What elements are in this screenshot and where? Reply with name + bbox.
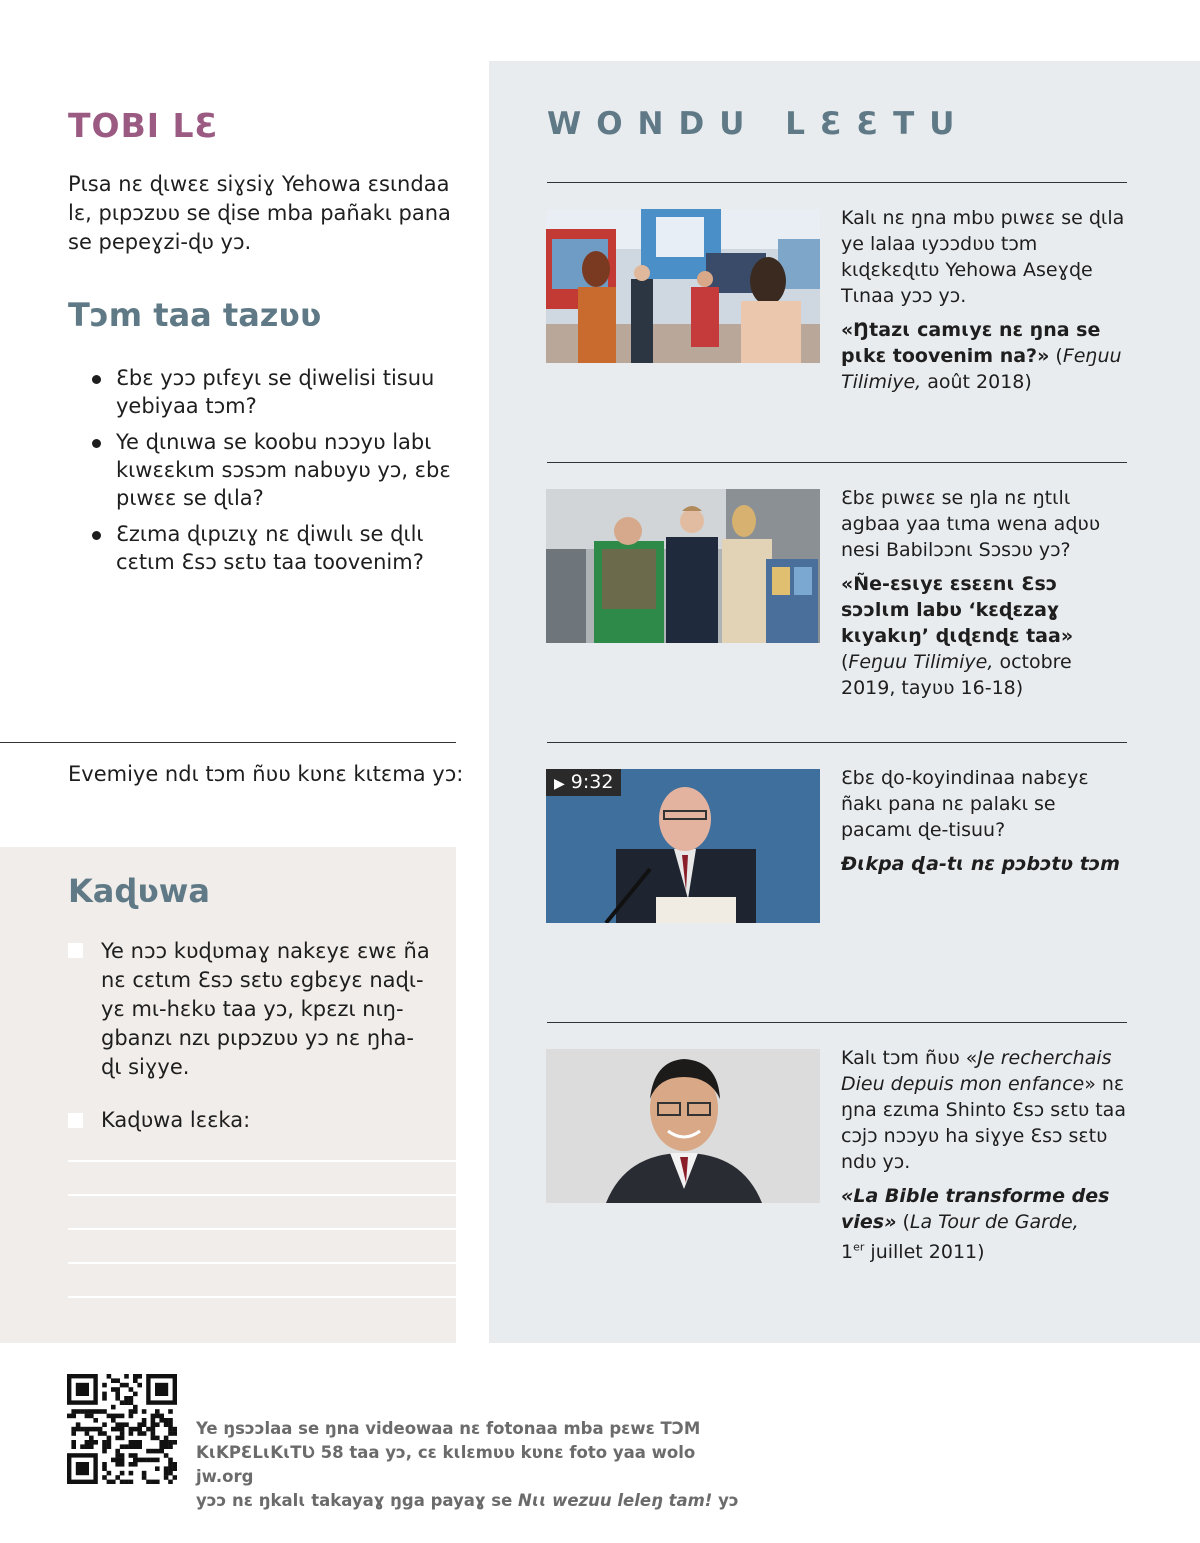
literature-cart-thumbnail[interactable] [546, 489, 820, 643]
kaduwa-panel [0, 847, 456, 1343]
resource-4-source: (La Tour de Garde, 1er juillet 2011) [841, 1211, 1079, 1264]
wondu-leetu-heading: WONDU LƐƐTU [547, 106, 970, 142]
resource-2-description: Ɛbɛ pɩwɛɛ se ŋla nɛ ŋtɩlɩ agbaa yaa tɩma wena aɖʋʋ nesi Babilɔɔnɩ Sɔsɔʋ yɔ? [841, 487, 1101, 561]
resource-2 [841, 485, 1131, 701]
video-thumbnail[interactable] [546, 769, 820, 923]
play-icon: ▶ [554, 776, 565, 792]
divider [547, 182, 1127, 183]
question-item: Ɛbɛ yɔɔ pɩfɛyɩ se ɖiwelisi tisuu yebiyaa tɔm? [92, 364, 452, 420]
divider [547, 462, 1127, 463]
tobi-le-heading: TOBI LƐ [68, 106, 219, 145]
divider [0, 742, 456, 743]
question-item: Ye ɖɩnɩwa se koobu nɔɔyʋ labɩ kɩwɛɛkɩm sɔsɔm nabʋyʋ yɔ, ɛbɛ pɩwɛɛ se ɖɩla? [92, 428, 452, 512]
resource-2-link[interactable]: «Ñe-ɛsɩyɛ ɛsɛɛnɩ Ɛsɔ sɔɔlɩm labʋ ‘kɛɖɛzaɣ kɩyakɩŋ’ ɖɩɖɛnɖɛ taa» [841, 573, 1074, 647]
tom-taa-tazuu-heading: Tɔm taa tazʋʋ [68, 296, 322, 334]
qr-code-icon[interactable] [67, 1374, 177, 1484]
news-crowd-thumbnail[interactable] [546, 209, 820, 363]
divider [547, 1022, 1127, 1023]
resource-2-source: (Feŋuu Tilimiye, octobre 2019, tayʋʋ 16-18) [841, 651, 1072, 699]
kaduwa-item-2-text: Kaɖʋwa lɛɛka: [101, 1108, 251, 1132]
intro-paragraph: Pɩsa nɛ ɖɩwɛɛ siɣsiɣ Yehowa ɛsɩndaa lɛ, pɩpɔzʋʋ se ɖise mba pañakɩ pana se pepeɣzi-ɖʋ yɔ. [68, 172, 451, 254]
kaduwa-checkbox-2[interactable] [68, 1113, 83, 1128]
writing-line[interactable] [68, 1194, 456, 1196]
resource-4-description: Kalɩ tɔm ñʋʋ «Je recherchais Dieu depuis mon enfance» nɛ ŋna ɛzɩma Shinto Ɛsɔ sɛtʋ taa cɔjɔ nɔɔyʋ ha siɣye Ɛsɔ sɛtʋ ndʋ yɔ. [841, 1047, 1126, 1173]
writing-line[interactable] [68, 1160, 456, 1162]
writing-line[interactable] [68, 1228, 456, 1230]
kaduwa-item-1-text: Ye nɔɔ kʋɖʋmaɣ nakɛyɛ ɛwɛ ña nɛ cɛtɩm Ɛsɔ sɛtʋ ɛgbɛyɛ naɖɩ-yɛ mɩ-hɛkʋ taa yɔ, kpɛzɩ nɩŋ-gbanzɩ nzɩ pɩpɔzʋʋ yɔ nɛ ŋha-ɖɩ siɣye. [101, 939, 430, 1079]
kaduwa-checkbox-1[interactable] [68, 943, 83, 958]
evemiye-prompt: Evemiye ndɩ tɔm ñʋʋ kʋnɛ kɩtɛma yɔ: [68, 762, 464, 786]
question-list [92, 364, 452, 584]
kaduwa-heading: Kaɖʋwa [68, 872, 210, 910]
writing-line[interactable] [68, 1296, 456, 1298]
footer-note: Ye ŋsɔɔlaa se ŋna videowaa nɛ fotonaa mba pɛwɛ TƆM KɩKPƐLɩKɩTƲ 58 taa yɔ, cɛ kɩlɛmʋʋ kʋnɛ foto yaa wolo jw.org yɔɔ nɛ ŋkalɩ takayaɣ ŋga payaɣ se Nɩɩ wezuu leleŋ tam! yɔ [196, 1419, 739, 1510]
question-item: Ɛzɩma ɖɩpɩzɩɣ nɛ ɖiwɩlɩ se ɖɩlɩ cɛtɩm Ɛsɔ sɛtʋ taa toovenim? [92, 520, 452, 576]
portrait-thumbnail[interactable] [546, 1049, 820, 1203]
bullet-icon [92, 375, 101, 384]
divider [547, 742, 1127, 743]
resource-1-source: (Feŋuu Tilimiye, août 2018) [841, 345, 1122, 393]
resource-4 [841, 1045, 1131, 1265]
resource-3-link[interactable]: Ɖɩkpa ɖa-tɩ nɛ pɔbɔtʋ tɔm [841, 853, 1120, 875]
resource-3 [841, 765, 1131, 877]
resource-1 [841, 205, 1131, 395]
resource-3-description: Ɛbɛ ɖo-koyindinaa nabɛyɛ ñakɩ pana nɛ palakɩ se pacamɩ ɖe-tisuu? [841, 767, 1089, 841]
bullet-icon [92, 531, 101, 540]
resource-1-description: Kalɩ nɛ ŋna mbʋ pɩwɛɛ se ɖɩla ye lalaa ɩyɔɔdʋʋ tɔm kɩɖɛkɛɖɩtʋ Yehowa Aseɣɖe Tɩnaa yɔɔ yɔ. [841, 207, 1125, 307]
bullet-icon [92, 439, 101, 448]
resource-4-link[interactable]: «La Bible transforme des vies» [841, 1185, 1110, 1233]
resource-1-link[interactable]: «Ŋtazɩ camɩyɛ nɛ ŋna se pɩkɛ toovenim na?» [841, 319, 1101, 367]
writing-line[interactable] [68, 1262, 456, 1264]
video-duration-badge: ▶ 9:32 [546, 769, 621, 796]
